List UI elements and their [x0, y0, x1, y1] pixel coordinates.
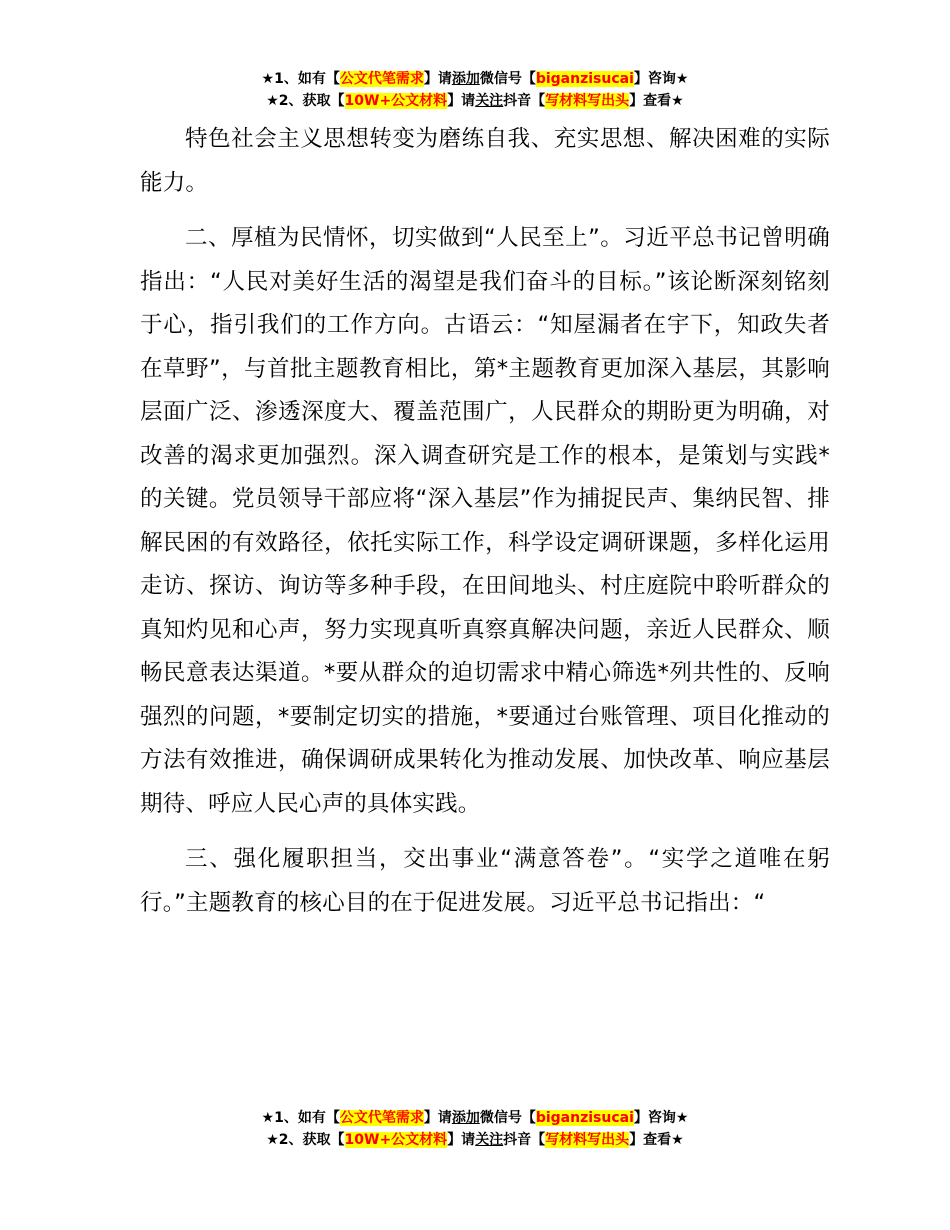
banner-text: ★2、获取【	[266, 1132, 345, 1148]
underlined-text: 添加	[451, 1110, 480, 1126]
banner-text: 】查看★	[629, 1132, 684, 1148]
highlight-materials: 10W+公文材料	[344, 93, 448, 109]
banner-text: ★1、如有【	[261, 1110, 340, 1126]
highlight-wechat-id: biganzisucai	[535, 71, 634, 87]
banner-text: 微信号【	[479, 1110, 536, 1126]
banner-text: 抖音【	[503, 93, 546, 109]
highlight-wechat-id: biganzisucai	[535, 1110, 634, 1126]
banner-text: 】查看★	[629, 93, 684, 109]
highlight-douyin: 写材料写出头	[545, 93, 630, 109]
banner-line-1	[0, 68, 950, 90]
highlight-service: 公文代笔需求	[339, 1110, 424, 1126]
document-body	[140, 118, 830, 925]
banner-line-1	[0, 1107, 950, 1129]
underlined-text: 添加	[451, 71, 480, 87]
banner-text: ★1、如有【	[261, 71, 340, 87]
banner-line-2	[0, 90, 950, 112]
banner-text: 】请	[447, 93, 476, 109]
paragraph-continuation: 特色社会主义思想转变为磨练自我、充实思想、解决困难的实际能力。	[140, 126, 830, 196]
paragraph-section-three: 三、强化履职担当，交出事业“满意答卷”。“实学之道唯在躬行。”主题教育的核心目的在于促进发展。习近平总书记指出：“	[140, 846, 830, 916]
banner-text: 】咨询★	[633, 71, 689, 87]
banner-text: 】咨询★	[633, 1110, 689, 1126]
highlight-materials: 10W+公文材料	[344, 1132, 448, 1148]
highlight-douyin: 写材料写出头	[545, 1132, 630, 1148]
highlight-service: 公文代笔需求	[339, 71, 424, 87]
banner-text: 】请	[447, 1132, 476, 1148]
paragraph-section-two: 二、厚植为民情怀，切实做到“人民至上”。习近平总书记曾明确指出：“人民对美好生活的渴望是我们奋斗的目标。”该论断深刻铭刻于心，指引我们的工作方向。古语云：“知屋漏者在宇下，知政失者在草野”，与首批主题教育相比，第*主题教育更加深入基层，其影响层面广泛、渗透深度大、覆盖范围广，人民群众的期盼更为明确，对改善的渴求更加强烈。深入调查研究是工作的根本，是策划与实践*的关键。党员领导干部应将“深入基层”作为捕捉民声、集纳民智、排解民困的有效路径，依托实际工作，科学设定调研课题，多样化运用走访、探访、询访等多种手段，在田间地头、村庄庭院中聆听群众的真知灼见和心声，努力实现真听真察真解决问题，亲近人民群众、顺畅民意表达渠道。*要从群众的迫切需求中精心筛选*列共性的、反响强烈的问题，*要制定切实的措施，*要通过台账管理、项目化推动的方法有效推进，确保调研成果转化为推动发展、加快改革、响应基层期待、呼应人民心声的具体实践。	[140, 225, 830, 817]
banner-text: 抖音【	[503, 1132, 546, 1148]
banner-text: 】请	[423, 1110, 452, 1126]
banner-text: ★2、获取【	[266, 93, 345, 109]
underlined-text: 关注	[475, 1132, 504, 1148]
underlined-text: 关注	[475, 93, 504, 109]
banner-text: 微信号【	[479, 71, 536, 87]
footer-banner	[0, 1107, 950, 1151]
banner-text: 】请	[423, 71, 452, 87]
banner-line-2	[0, 1129, 950, 1151]
header-banner	[0, 68, 950, 112]
